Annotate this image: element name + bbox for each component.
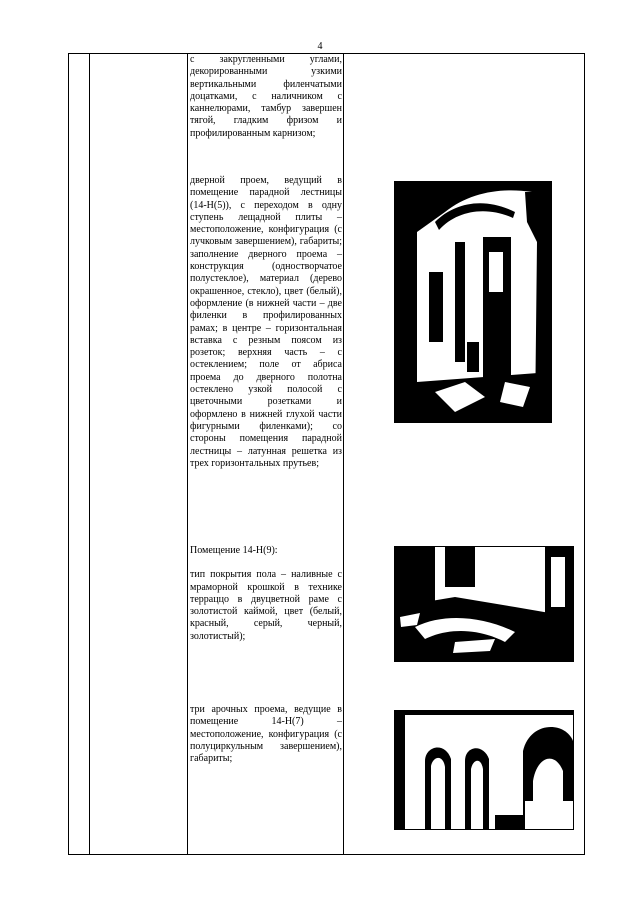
column-divider <box>343 54 344 854</box>
description-text: тип покрытия пола – наливные с мраморной крошкой в технике терраццо в двуцветной раме с золотистой каймой, цвет (белый, красный, серый, черный, золотистый); <box>190 569 342 642</box>
description-text: с закругленными углами, декорированными узкими вертикальными филенчатыми доцатками, с наличником с каннелюрами, тамбур завершен тягой, гладким фризом и профилированным карнизом; <box>190 54 342 139</box>
arches-photo <box>394 710 574 830</box>
column-divider <box>89 54 90 854</box>
doorway-photo <box>394 181 552 423</box>
description-cell <box>190 175 342 470</box>
section-heading: Помещение 14-Н(9): <box>190 545 278 556</box>
column-divider <box>187 54 188 854</box>
description-cell <box>190 54 342 140</box>
page-number: 4 <box>317 41 323 52</box>
description-text: дверной проем, ведущий в помещение парадной лестницы (14-Н(5)), с переходом в одну ступень лещадной плиты – местоположение, конфигурация (с лучковым завершением), габариты; заполнение дверного проема – конструкция (одностворчатое полустеклое), материал (дерево окрашенное, стекло), цвет (белый), оформление (в нижней части – две филенки в профилированных рамах; в центре – горизонтальная вставка с резным поясом из розеток; верхняя часть – с остеклением; поле от абриса проема до дверного полотна остеклено узкой полосой с цветочными розетками и оформлено в нижней глухой части фигурными филенками); со стороны помещения парадной лестницы – латунная решетка из трех горизонтальных прутьев; <box>190 175 342 469</box>
floor-photo <box>394 546 574 662</box>
description-text: три арочных проема, ведущие в помещение 14-Н(7) – местоположение, конфигурация (с полуциркульным завершением), габариты; <box>190 704 342 765</box>
heritage-table <box>68 53 585 855</box>
description-cell <box>190 704 342 765</box>
description-cell <box>190 545 342 643</box>
